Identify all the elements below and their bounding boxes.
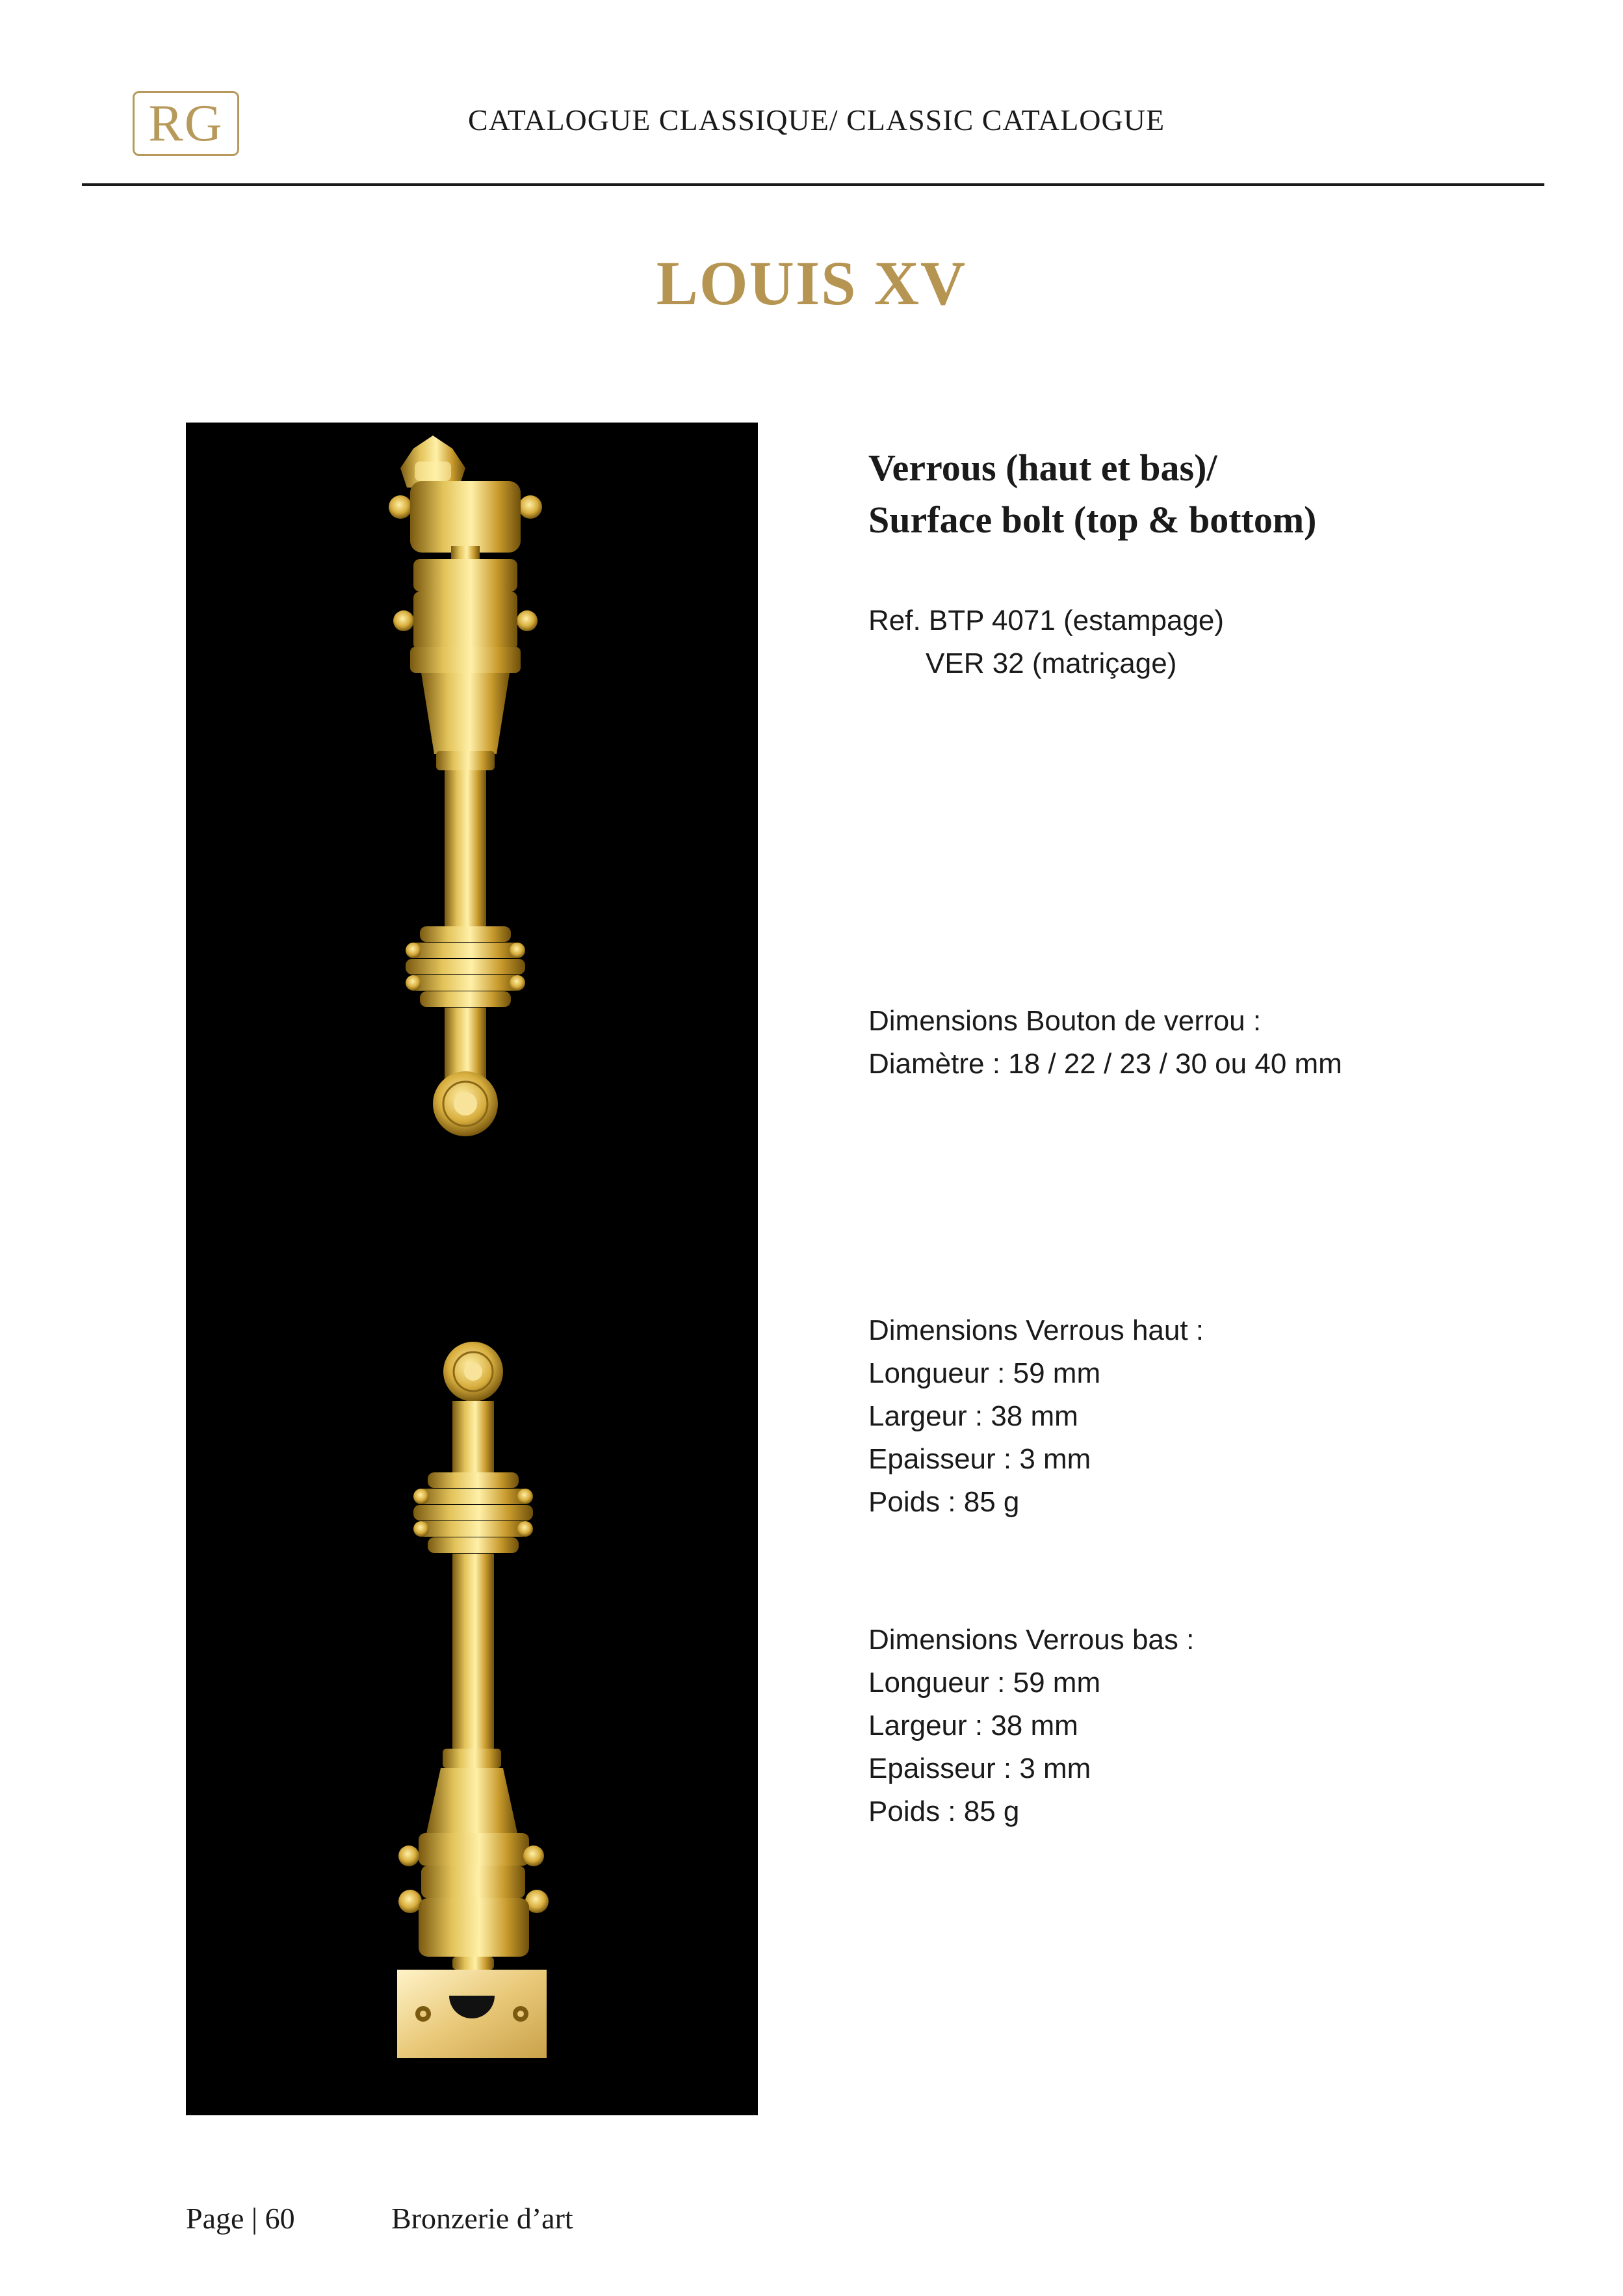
strike-plate-image: [397, 1970, 547, 2058]
bouton-dimensions: [868, 1000, 1342, 1086]
product-title-en: Surface bolt (top & bottom): [868, 499, 1317, 541]
ref-estampage: Ref. BTP 4071 (estampage): [868, 605, 1225, 636]
bouton-diametre: Diamètre : 18 / 22 / 23 / 30 ou 40 mm: [868, 1048, 1342, 1080]
verrou-bas-dimensions: [868, 1619, 1194, 1833]
verrou-haut-dimensions: [868, 1309, 1204, 1524]
haut-poids: Poids : 85 g: [868, 1486, 1020, 1518]
bas-longueur: Longueur : 59 mm: [868, 1667, 1101, 1699]
bas-largeur: Largeur : 38 mm: [868, 1710, 1078, 1742]
haut-largeur: Largeur : 38 mm: [868, 1400, 1078, 1432]
haut-epaisseur: Epaisseur : 3 mm: [868, 1443, 1091, 1475]
reference-block: [868, 599, 1224, 685]
footer-brand: Bronzerie d’art: [391, 2202, 573, 2235]
rg-logo: RG: [133, 91, 239, 156]
page-number: Page | 60: [186, 2202, 295, 2235]
catalogue-title: CATALOGUE CLASSIQUE/ CLASSIC CATALOGUE: [468, 103, 1165, 137]
bas-poids: Poids : 85 g: [868, 1795, 1020, 1827]
haut-longueur: Longueur : 59 mm: [868, 1357, 1101, 1389]
lower-bolt-image: [398, 1342, 549, 1970]
product-title: [868, 442, 1316, 546]
product-title-fr: Verrous (haut et bas)/: [868, 447, 1217, 489]
bas-heading: Dimensions Verrous bas :: [868, 1624, 1195, 1656]
haut-heading: Dimensions Verrous haut :: [868, 1314, 1204, 1346]
upper-bolt-image: [389, 436, 542, 1136]
page-title: LOUIS XV: [656, 248, 967, 318]
ref-matricage: VER 32 (matriçage): [926, 647, 1177, 679]
bouton-heading: Dimensions Bouton de verrou :: [868, 1005, 1262, 1037]
header-divider: [82, 183, 1544, 186]
bas-epaisseur: Epaisseur : 3 mm: [868, 1753, 1091, 1784]
product-photo: [186, 423, 758, 2115]
